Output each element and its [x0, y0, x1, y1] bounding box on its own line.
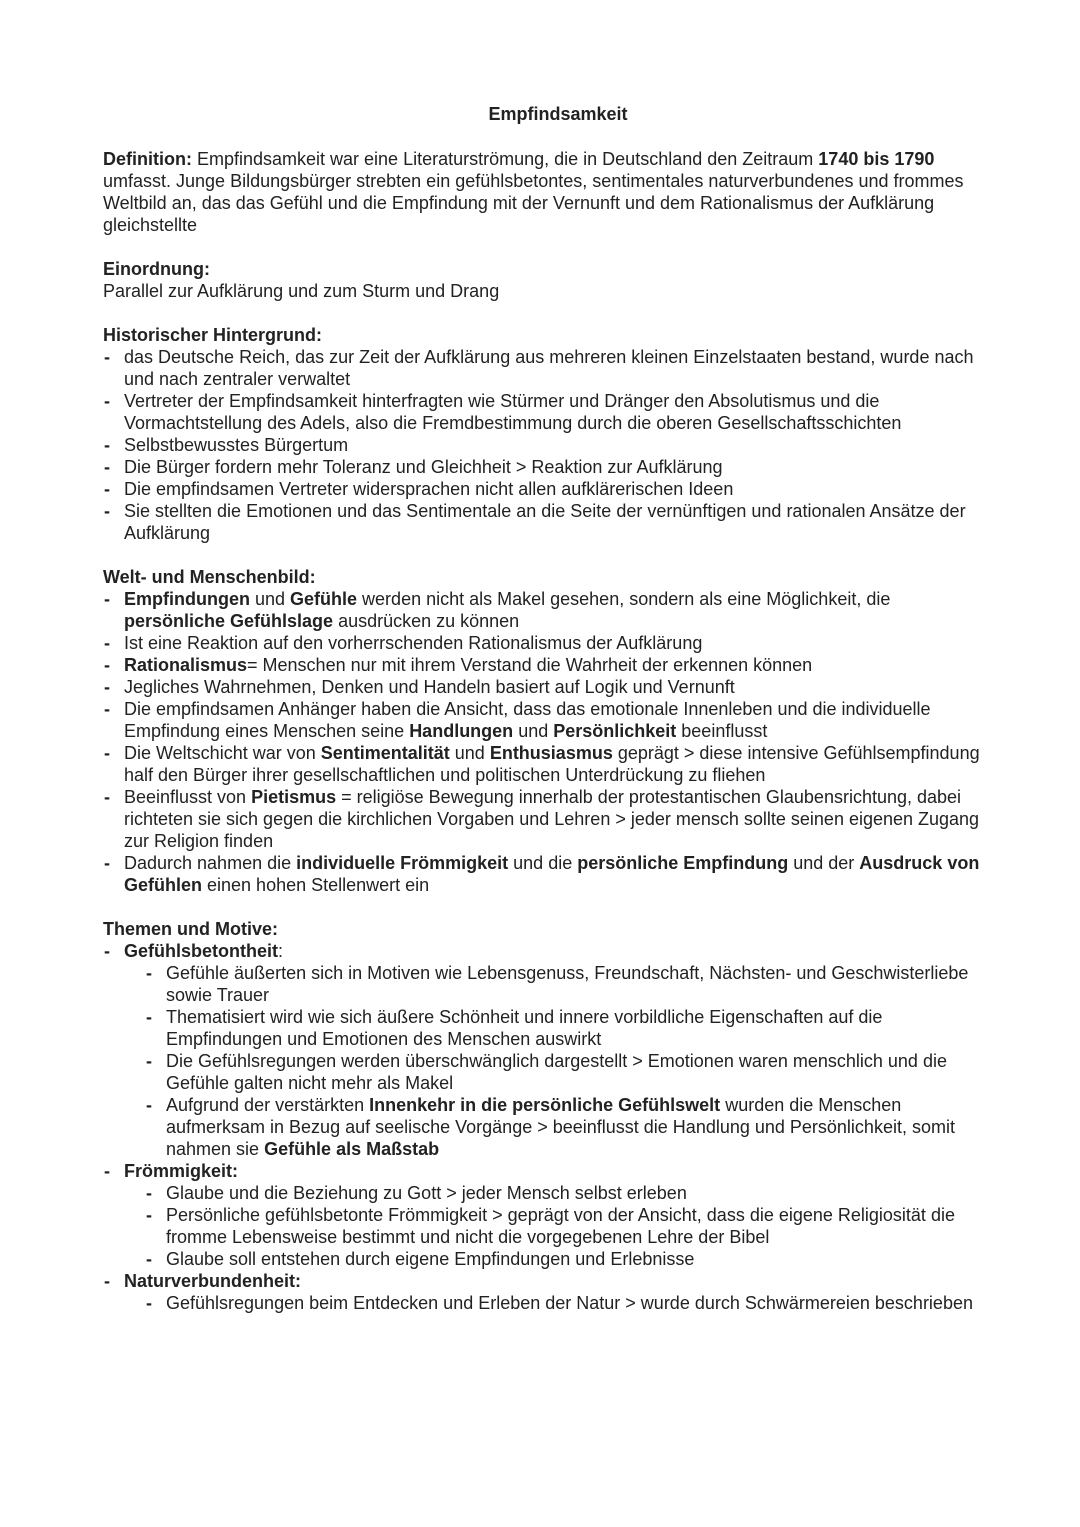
list-item: - Selbstbewusstes Bürgertum — [103, 434, 983, 456]
list-item: - Die empfindsamen Vertreter widersprachen nicht allen aufklärerischen Ideen — [103, 478, 983, 500]
list-item — [103, 588, 983, 632]
definition-period: 1740 bis 1790 — [818, 149, 935, 169]
list-item: - das Deutsche Reich, das zur Zeit der Aufklärung aus mehreren kleinen Einzelstaaten bestand, wurde nach und nach zentraler verwaltet — [103, 346, 983, 390]
bold-term: Pietismus — [251, 787, 337, 807]
bold-term: Persönlichkeit — [553, 721, 677, 741]
text-span: einen hohen Stellenwert ein — [202, 875, 430, 895]
hintergrund-section — [103, 324, 983, 544]
list-item: - Sie stellten die Emotionen und das Sentimentale an die Seite der vernünftigen und rationalen Ansätze der Aufklärung — [103, 500, 983, 544]
text-span: ausdrücken zu können — [333, 611, 520, 631]
page-title: Empfindsamkeit — [488, 104, 628, 124]
hintergrund-heading: Historischer Hintergrund: — [103, 325, 323, 345]
list-item — [103, 852, 983, 896]
einordnung-text: Parallel zur Aufklärung und zum Sturm und Drang — [103, 281, 500, 301]
text-span: wurden die Menschen aufmerksam in Bezug auf seelische Vorgänge > beeinflusst die Handlung und Persönlichkeit, somit nahmen sie — [166, 1095, 955, 1159]
list-item — [103, 654, 983, 676]
weltbild-section — [103, 566, 983, 896]
list-item: - Gefühlsregungen beim Entdecken und Erleben der Natur > wurde durch Schwärmereien beschrieben — [145, 1292, 983, 1314]
text-span: Die empfindsamen Anhänger haben die Ansicht, dass das emotionale Innenleben und die individuelle Empfindung eines Menschen seine — [124, 699, 931, 741]
subheading: Frömmigkeit: — [124, 1161, 239, 1181]
subheading: Gefühlsbetontheit — [124, 941, 278, 961]
document-content — [103, 103, 983, 1336]
list-item: - Thematisiert wird wie sich äußere Schönheit und innere vorbildliche Eigenschaften auf die Empfindungen und Emotionen des Menschen auswirkt — [145, 1006, 983, 1050]
text-span: werden nicht als Makel gesehen, sondern als eine Möglichkeit, die — [357, 589, 891, 609]
bold-term: Gefühle als Maßstab — [264, 1139, 440, 1159]
froemmigkeit-list — [145, 1182, 983, 1270]
bold-term: persönliche Empfindung — [577, 853, 789, 873]
bold-term: Innenkehr in die persönliche Gefühlswelt — [369, 1095, 721, 1115]
list-item: - Die Bürger fordern mehr Toleranz und Gleichheit > Reaktion zur Aufklärung — [103, 456, 983, 478]
text-span: Beeinflusst von — [124, 787, 252, 807]
text-span: und der — [788, 853, 860, 873]
list-item: - Jegliches Wahrnehmen, Denken und Handeln basiert auf Logik und Vernunft — [103, 676, 983, 698]
definition-text-2: umfasst. Junge Bildungsbürger strebten ein gefühlsbetontes, sentimentales naturverbundenes und frommes Weltbild an, das das Gefühl und die Empfindung mit der Vernunft und dem Rationalismus der Aufklärung gleichstellte — [103, 171, 964, 235]
subheading: Naturverbundenheit: — [124, 1271, 302, 1291]
text-span: = religiöse Bewegung innerhalb der protestantischen Glaubensrichtung, dabei richteten sie sich gegen die kirchlichen Vorgaben und Lehren > jeder mensch sollte seinen eigenen Zugang zur Religion finden — [124, 787, 980, 851]
text-span: und die — [508, 853, 578, 873]
text-span: Die Weltschicht war von — [124, 743, 321, 763]
bold-term: persönliche Gefühlslage — [124, 611, 334, 631]
text-span: und — [449, 743, 490, 763]
list-item: - Gefühle äußerten sich in Motiven wie Lebensgenuss, Freundschaft, Nächsten- und Geschwisterliebe sowie Trauer — [145, 962, 983, 1006]
bold-term: Enthusiasmus — [489, 743, 613, 763]
list-item: - Die Gefühlsregungen werden überschwänglich dargestellt > Emotionen waren menschlich und die Gefühle galten nicht mehr als Makel — [145, 1050, 983, 1094]
text-span: geprägt > diese intensive Gefühlsempfindung half den Bürger ihrer gesellschaftlichen und politischen Unterdrückung zu fliehen — [124, 743, 980, 785]
text-span: und — [513, 721, 554, 741]
gefuehlsbetontheit-list — [145, 962, 983, 1160]
list-item — [103, 786, 983, 852]
themen-heading: Themen und Motive: — [103, 919, 278, 939]
text-span: Dadurch nahmen die — [124, 853, 297, 873]
bold-term: Gefühle — [290, 589, 358, 609]
definition-label: Definition: — [103, 149, 192, 169]
list-item — [103, 698, 983, 742]
text-span: = Menschen nur mit ihrem Verstand die Wahrheit der erkennen können — [247, 655, 813, 675]
einordnung-heading: Einordnung: — [103, 259, 210, 279]
definition-text-1: Empfindsamkeit war eine Literaturströmung, die in Deutschland den Zeitraum — [191, 149, 819, 169]
list-item-naturverbundenheit — [103, 1270, 983, 1314]
list-item: - Vertreter der Empfindsamkeit hinterfragten wie Stürmer und Dränger den Absolutismus und die Vormachtstellung des Adels, also die Fremdbestimmung durch die oberen Gesellschaftsschichten — [103, 390, 983, 434]
bold-term: Ausdruck von Gefühlen — [124, 853, 980, 895]
definition-paragraph — [103, 148, 983, 236]
list-item: - Ist eine Reaktion auf den vorherrschenden Rationalismus der Aufklärung — [103, 632, 983, 654]
list-item-gefuehlsbetontheit — [103, 940, 983, 1160]
bold-term: individuelle Frömmigkeit — [296, 853, 509, 873]
text-span: und — [249, 589, 291, 609]
text-span: Aufgrund der verstärkten — [166, 1095, 370, 1115]
list-item: - Glaube soll entstehen durch eigene Empfindungen und Erlebnisse — [145, 1248, 983, 1270]
list-item — [103, 742, 983, 786]
list-item: - Persönliche gefühlsbetonte Frömmigkeit > geprägt von der Ansicht, dass die eigene Religiosität die fromme Lebensweise bestimmt und nicht die vorgegebenen Lehre der Bibel — [145, 1204, 983, 1248]
bold-term: Handlungen — [409, 721, 514, 741]
themen-section — [103, 918, 983, 1314]
bold-term: Sentimentalität — [320, 743, 450, 763]
list-item: - Glaube und die Beziehung zu Gott > jeder Mensch selbst erleben — [145, 1182, 983, 1204]
text-span: : — [278, 941, 284, 961]
list-item-froemmigkeit — [103, 1160, 983, 1270]
bold-term: Empfindungen — [124, 589, 250, 609]
weltbild-list — [103, 588, 983, 896]
naturverbundenheit-list — [145, 1292, 983, 1314]
text-span: beeinflusst — [676, 721, 768, 741]
hintergrund-list — [103, 346, 983, 544]
weltbild-heading: Welt- und Menschenbild: — [103, 567, 316, 587]
einordnung-section — [103, 258, 983, 302]
list-item — [145, 1094, 983, 1160]
themen-list — [103, 940, 983, 1314]
bold-term: Rationalismus — [124, 655, 248, 675]
